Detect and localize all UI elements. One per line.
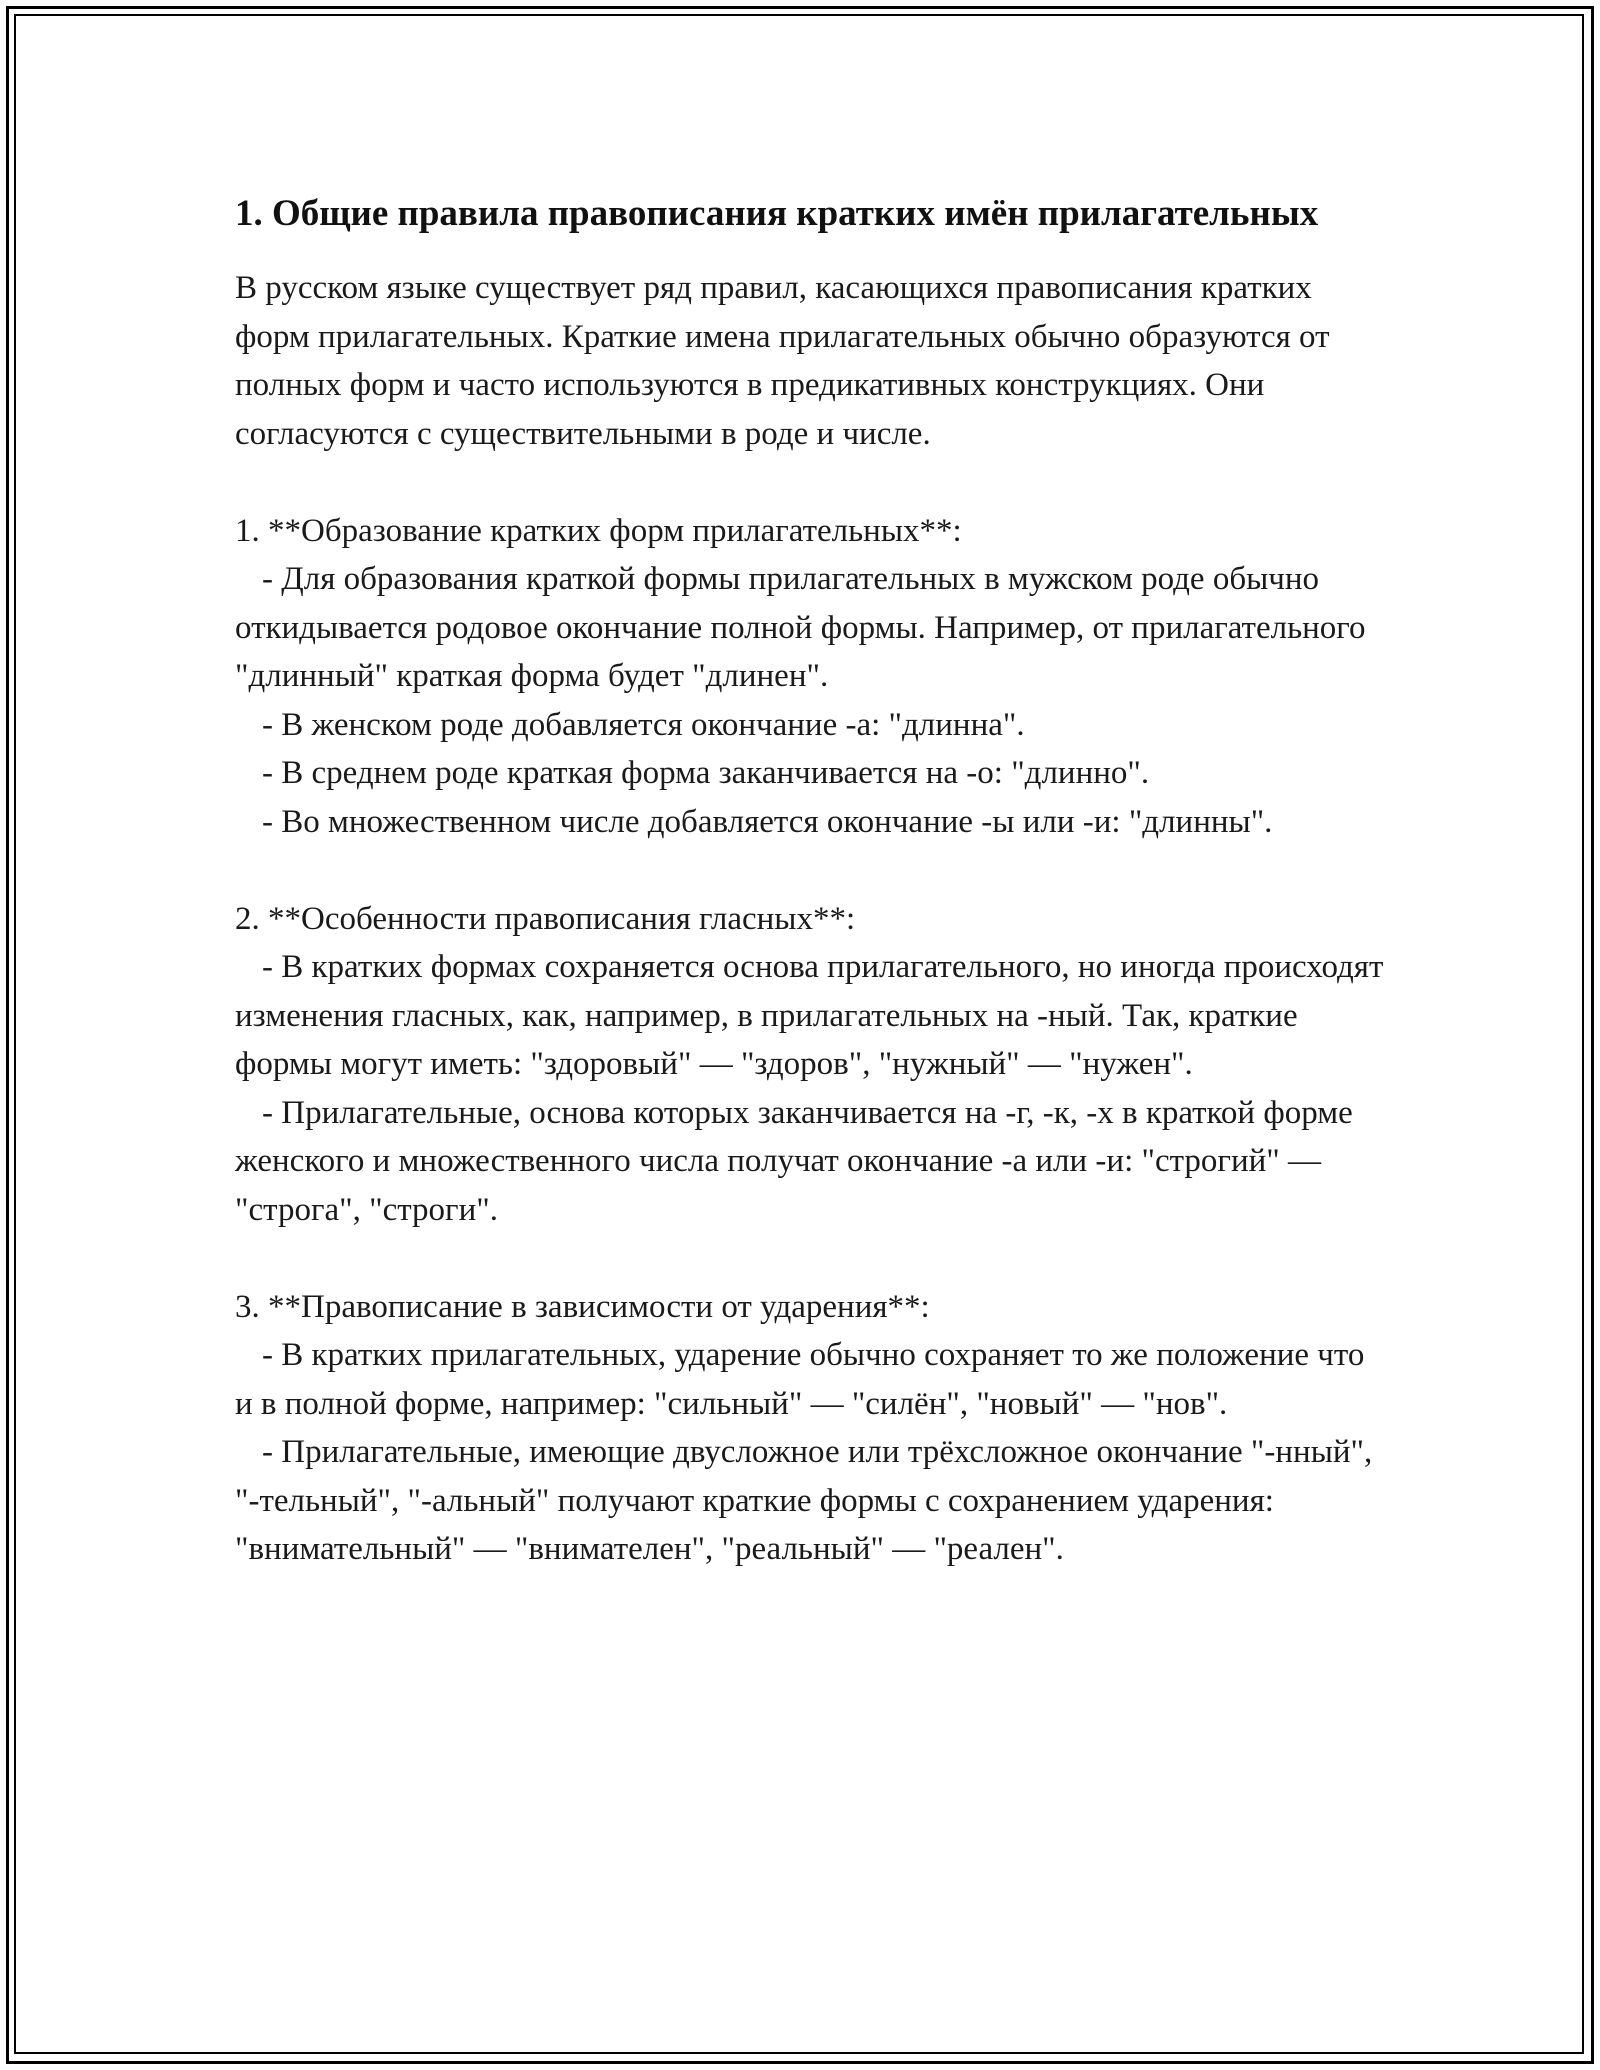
list-item: - Прилагательные, основа которых заканчивается на -г, -к, -х в краткой форме женского и множественного числа получат окончание -а или -и: "строгий" — "строга", "строги".	[235, 1094, 1353, 1228]
section-vowels	[235, 895, 1385, 1235]
section-title: 3. **Правописание в зависимости от ударения**:	[235, 1288, 930, 1325]
document-body	[235, 186, 1385, 1574]
section-title: 1. **Образование кратких форм прилагательных**:	[235, 512, 962, 549]
intro-paragraph: В русском языке существует ряд правил, касающихся правописания кратких форм прилагательных. Краткие имена прилагательных обычно образуются от полных форм и часто используются в предикативных конструкциях. Они согласуются с существительными в роде и числе.	[235, 270, 1338, 452]
list-item: - В среднем роде краткая форма заканчивается на -о: "длинно".	[262, 755, 1150, 791]
list-item: - В кратких прилагательных, ударение обычно сохраняет то же положение что и в полной форме, например: "сильный" — "силён", "новый" — "нов".	[235, 1337, 1365, 1422]
list-item: - Во множественном числе добавляется окончание -ы или -и: "длинны".	[262, 803, 1273, 840]
list-item: - В кратких формах сохраняется основа прилагательного, но иногда происходят изменения гласных, как, например, в прилагательных на -ный. Так, краткие формы могут иметь: "здоровый" — "здоров", "нужный" — "нужен".	[235, 949, 1384, 1082]
page-title: 1. Общие правила правописания кратких имён прилагательных	[235, 193, 1319, 234]
list-item: - Для образования краткой формы прилагательных в мужском роде обычно откидывается родовое окончание полной формы. Например, от прилагательного "длинный" краткая форма будет "длинен".	[235, 561, 1366, 694]
section-formation	[235, 507, 1385, 847]
section-stress	[235, 1283, 1385, 1574]
section-title: 2. **Особенности правописания гласных**:	[235, 900, 856, 937]
list-item: - Прилагательные, имеющие двусложное или трёхсложное окончание "-нный", "-тельный", "-альный" получают краткие формы с сохранением ударения: "внимательный" — "внимателен", "реальный" — "реален".	[235, 1434, 1373, 1567]
list-item: - В женском роде добавляется окончание -а: "длинна".	[262, 706, 1025, 743]
